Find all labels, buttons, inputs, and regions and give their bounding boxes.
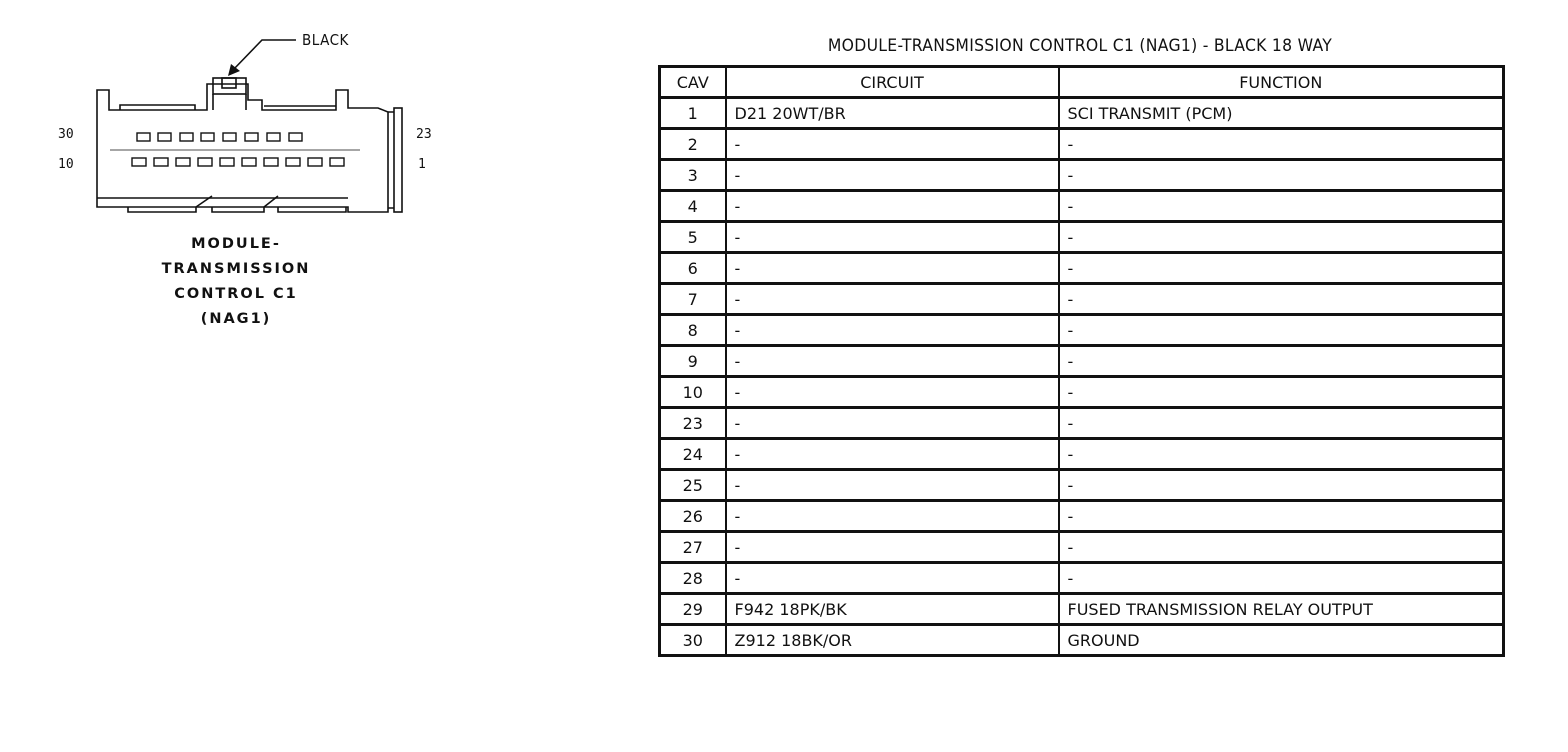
table-row xyxy=(660,377,1504,408)
cav-cell: 26 xyxy=(660,501,726,532)
caption-line: TRANSMISSION xyxy=(161,261,311,277)
circuit-cell: - xyxy=(726,253,1059,284)
function-cell: - xyxy=(1059,160,1504,191)
function-cell: - xyxy=(1059,408,1504,439)
circuit-cell: - xyxy=(726,160,1059,191)
table-row xyxy=(660,160,1504,191)
connector-side-tab xyxy=(394,108,402,212)
function-cell: GROUND xyxy=(1059,625,1504,656)
leader-arrow xyxy=(228,64,240,76)
cav-cell: 30 xyxy=(660,625,726,656)
connector-body-outline xyxy=(97,84,388,212)
circuit-cell: - xyxy=(726,129,1059,160)
function-cell: - xyxy=(1059,439,1504,470)
cav-cell: 29 xyxy=(660,594,726,625)
circuit-cell: Z912 18BK/OR xyxy=(726,625,1059,656)
caption-line: (NAG1) xyxy=(200,311,272,327)
function-cell: - xyxy=(1059,501,1504,532)
function-cell: - xyxy=(1059,129,1504,160)
circuit-cell: - xyxy=(726,315,1059,346)
function-cell: - xyxy=(1059,284,1504,315)
circuit-cell: - xyxy=(726,439,1059,470)
circuit-cell: - xyxy=(726,346,1059,377)
connector-caption xyxy=(136,232,336,332)
circuit-cell: - xyxy=(726,501,1059,532)
cav-cell: 4 xyxy=(660,191,726,222)
cav-cell: 8 xyxy=(660,315,726,346)
connector-latch xyxy=(213,78,246,94)
cav-cell: 23 xyxy=(660,408,726,439)
pin-label-30: 30 xyxy=(58,127,74,142)
function-cell: - xyxy=(1059,191,1504,222)
circuit-cell: F942 18PK/BK xyxy=(726,594,1059,625)
function-cell: - xyxy=(1059,253,1504,284)
table-row xyxy=(660,439,1504,470)
function-cell: - xyxy=(1059,470,1504,501)
cav-cell: 6 xyxy=(660,253,726,284)
cav-cell: 5 xyxy=(660,222,726,253)
table-row xyxy=(660,563,1504,594)
function-cell: - xyxy=(1059,346,1504,377)
table-row xyxy=(660,594,1504,625)
circuit-cell: - xyxy=(726,284,1059,315)
function-cell: - xyxy=(1059,563,1504,594)
function-cell: - xyxy=(1059,377,1504,408)
table-row xyxy=(660,98,1504,129)
circuit-cell: - xyxy=(726,222,1059,253)
table-row xyxy=(660,470,1504,501)
table-row xyxy=(660,129,1504,160)
cav-cell: 10 xyxy=(660,377,726,408)
circuit-cell: - xyxy=(726,191,1059,222)
circuit-cell: - xyxy=(726,532,1059,563)
function-cell: FUSED TRANSMISSION RELAY OUTPUT xyxy=(1059,594,1504,625)
cav-cell: 7 xyxy=(660,284,726,315)
table-row xyxy=(660,408,1504,439)
connector-color-label: BLACK xyxy=(302,31,349,49)
table-row xyxy=(660,315,1504,346)
table-row xyxy=(660,284,1504,315)
pin-label-10: 10 xyxy=(58,157,74,172)
cav-cell: 28 xyxy=(660,563,726,594)
pinout-table xyxy=(658,65,1505,657)
cavity-row-top xyxy=(137,133,302,141)
circuit-cell: D21 20WT/BR xyxy=(726,98,1059,129)
table-header-row xyxy=(660,67,1504,98)
function-cell: - xyxy=(1059,315,1504,346)
table-row xyxy=(660,253,1504,284)
caption-line: CONTROL C1 xyxy=(174,286,298,302)
function-cell: - xyxy=(1059,222,1504,253)
table-row xyxy=(660,532,1504,563)
header-cav: CAV xyxy=(660,67,726,98)
cav-cell: 1 xyxy=(660,98,726,129)
table-row xyxy=(660,222,1504,253)
cav-cell: 24 xyxy=(660,439,726,470)
circuit-cell: - xyxy=(726,470,1059,501)
cavity-row-bottom xyxy=(132,158,344,166)
cav-cell: 25 xyxy=(660,470,726,501)
pin-label-1: 1 xyxy=(418,157,426,172)
cav-cell: 2 xyxy=(660,129,726,160)
table-title: MODULE-TRANSMISSION CONTROL C1 (NAG1) - BLACK 18 WAY xyxy=(827,36,1333,56)
function-cell: - xyxy=(1059,532,1504,563)
table-row xyxy=(660,191,1504,222)
header-circuit: CIRCUIT xyxy=(726,67,1059,98)
cav-cell: 27 xyxy=(660,532,726,563)
table-row xyxy=(660,346,1504,377)
table-row xyxy=(660,625,1504,656)
circuit-cell: - xyxy=(726,377,1059,408)
table-row xyxy=(660,501,1504,532)
pin-label-23: 23 xyxy=(416,127,432,142)
circuit-cell: - xyxy=(726,563,1059,594)
connector-diagram xyxy=(0,0,600,360)
connector-latch-center xyxy=(222,78,236,88)
leader-line xyxy=(233,40,296,70)
cav-cell: 9 xyxy=(660,346,726,377)
pinout-table-body xyxy=(660,98,1504,656)
header-function: FUNCTION xyxy=(1059,67,1504,98)
cav-cell: 3 xyxy=(660,160,726,191)
caption-line: MODULE- xyxy=(191,236,281,252)
circuit-cell: - xyxy=(726,408,1059,439)
function-cell: SCI TRANSMIT (PCM) xyxy=(1059,98,1504,129)
